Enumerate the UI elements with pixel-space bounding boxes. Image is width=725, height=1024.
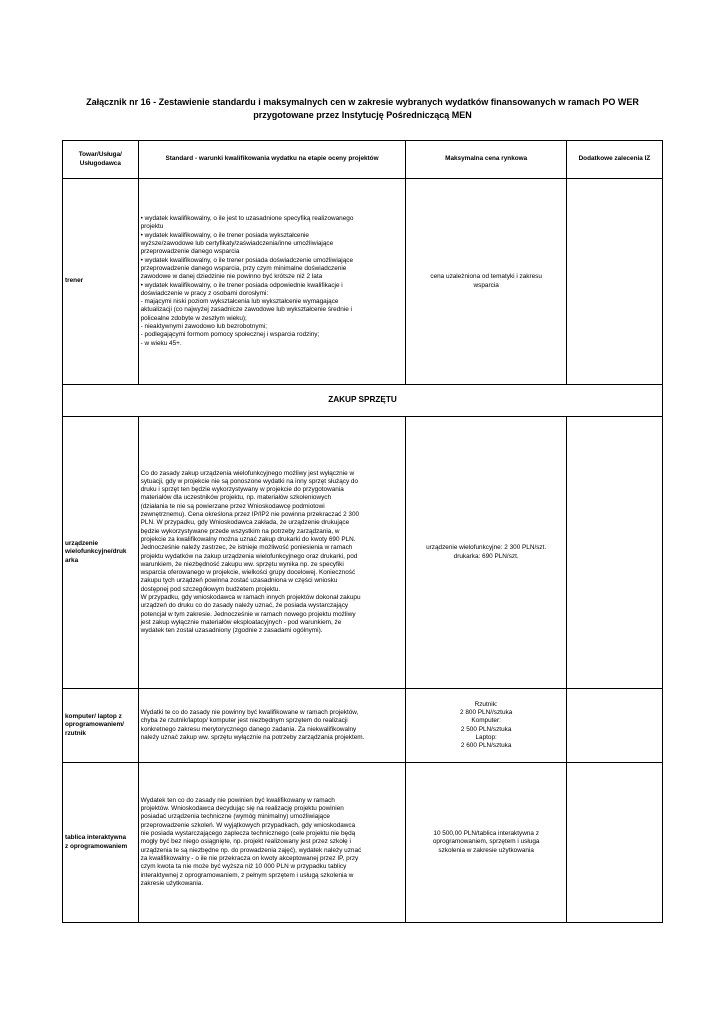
text-line: konkretnego zakresu merytorycznego danego zadania. Za niekwalifikowalny: [140, 725, 357, 733]
text-line: • wydatek kwalifikowalny, o ile jest to uzasadnione specyfiką realizowanego: [140, 215, 354, 223]
text-line: potencjał w tym zakresie. Jednocześnie w ramach nowego projektu możliwy: [140, 610, 356, 618]
standard-cell: [138, 689, 406, 763]
text-line: trener: [65, 277, 84, 285]
section-title: ZAKUP SPRZĘTU: [63, 385, 663, 417]
header-item: Towar/Usługa/ Usługodawca: [63, 141, 139, 179]
text-line: 2 800 PLN//sztuka: [460, 708, 513, 716]
header-standard: Standard - warunki kwalifikowania wydatku na etapie oceny projektów: [138, 141, 406, 179]
text-line: Jednocześnie należy zastrzec, że istnieje możliwość poniesienia w ramach: [140, 544, 353, 552]
text-line: Rzutnik:: [474, 700, 498, 708]
text-line: zakresie użytkowania.: [140, 879, 204, 887]
text-line: doświadczenie w pracy z osobami dorosłymi:: [140, 289, 269, 297]
standard-cell: [138, 763, 406, 923]
text-line: (działania te nie są powierzane przez Wnioskodawcę podmiotowi: [140, 502, 325, 510]
table-header-row: [63, 141, 663, 179]
text-line: Co do zasady zakup urządzenia wielofunkcyjnego możliwy jest wyłącznie w: [140, 469, 355, 477]
section-row: [63, 385, 663, 417]
text-line: W przypadku, gdy wnioskodawca w ramach innych projektów dokonał zakupu: [140, 593, 361, 601]
text-line: chyba że rzutnik/laptop/ komputer jest niezbędnym sprzętem do realizacji: [140, 717, 348, 725]
standard-cell: [138, 179, 406, 385]
text-line: urządzenie: [65, 540, 99, 548]
text-line: wielofunkcyjne/druk: [65, 548, 127, 556]
text-line: przeprowadzenie danego wsparcia: [140, 248, 240, 256]
title-line-2: przygotowane przez Instytucję Pośredniczącą MEN: [253, 110, 472, 120]
text-line: zawodowe w danej dziedzinie nie powinno być krótsze niż 2 lata: [140, 273, 323, 281]
text-line: projektu: [140, 223, 164, 231]
item-cell: [63, 763, 139, 923]
text-line: posiadać urządzenia techniczne (wymóg minimalny) umożliwiające: [140, 813, 330, 821]
text-line: szkolenia w zakresie użytkowania: [438, 846, 534, 854]
notes-cell: [566, 179, 662, 385]
text-line: druku i sprzęt ten będzie wykorzystywany w projekcie do przygotowania: [140, 486, 344, 494]
text-line: należy uznać zakup ww. sprzętu wyłącznie na potrzeby zarządzania projektem.: [140, 733, 365, 741]
text-line: jest zakup wyłącznie materiałów eksploatacyjnych - pod warunkiem, że: [140, 618, 342, 626]
item-cell: [63, 417, 139, 689]
text-line: przeprowadzenie danego wsparcia, przy czym minimalne doświadczenie: [140, 264, 347, 272]
text-line: mogły być bez niego osiągnięte, np. projekt realizowany jest przez szkołę i: [140, 838, 351, 846]
standard-cell: [138, 417, 406, 689]
text-line: rzutnik: [65, 729, 86, 737]
text-line: - mającymi niski poziom wykształcenia lub wykształcenie wymagające: [140, 298, 339, 306]
text-line: przeprowadzenie szkoleń. W wyjątkowych przypadkach, gdy wnioskodawca: [140, 821, 356, 829]
text-line: nie posiada wystarczającego zaplecza technicznego (cele projektu nie będą: [140, 830, 356, 838]
table-row-trainer: [63, 179, 663, 385]
text-line: arka: [65, 556, 79, 564]
text-line: 10 500,00 PLN/tablica interaktywna z: [433, 830, 539, 838]
notes-cell: [566, 763, 662, 923]
text-line: Wydatek ten co do zasady nie powinien być kwalifikowany w ramach: [140, 796, 335, 804]
text-line: urządzeń do druku co do zasady należy uznać, że posiada wystarczający: [140, 602, 349, 610]
text-line: projekcie za kwalifikowalny można uznać zakup drukarki do kwoty 690 PLN.: [140, 535, 356, 543]
price-cell: [406, 179, 566, 385]
text-line: zakupu tych urządzeń powinna zostać uzasadniona w części wniosku: [140, 577, 338, 585]
header-notes: Dodatkowe zalecenia IZ: [566, 141, 662, 179]
text-line: urządzenia te są niezbędne np. do prowadzenia zajęć), wydatek należy uznać: [140, 846, 362, 854]
text-line: - nieaktywnymi zawodowo lub bezrobotnymi;: [140, 322, 268, 330]
price-cell: [406, 763, 566, 923]
table-row-printer: [63, 417, 663, 689]
text-line: Komputer:: [471, 717, 501, 725]
text-line: oprogramowaniem, sprzętem i usługa: [432, 838, 540, 846]
table-row-computer: [63, 689, 663, 763]
document-title: [60, 96, 665, 122]
text-line: za kwalifikowalny - o ile nie przekracza on kwoty akceptowanej przez IP, przy: [140, 854, 359, 862]
text-line: PLN. W przypadku, gdy Wnioskodawca zakłada, że urządzenie drukujące: [140, 519, 350, 527]
header-max-price: Maksymalna cena rynkowa: [406, 141, 566, 179]
text-line: będzie wykorzystywane przede wszystkim na potrzeby zarządzania, w: [140, 527, 340, 535]
text-line: • wydatek kwalifikowalny, o ile trener posiada odpowiednie kwalifikacje i: [140, 281, 343, 289]
text-line: wsparcia: [473, 281, 499, 289]
text-line: • wydatek kwalifikowalny, o ile trener posiada doświadczenie umożliwiające: [140, 256, 354, 264]
title-line-1: Załącznik nr 16 - Zestawienie standardu i maksymalnych cen w zakresie wybranych wydatków finansowanych w ramach PO WER: [86, 97, 639, 107]
text-line: urządzenie wielofunkcyjne: 2 300 PLN/szt.: [426, 544, 547, 552]
text-line: Wydatki te co do zasady nie powinny być kwalifikowane w ramach projektów,: [140, 708, 359, 716]
item-cell: [63, 689, 139, 763]
text-line: czym kwota ta nie może być wyższa niż 10 000 PLN w przypadku tablicy: [140, 863, 347, 871]
item-cell: [63, 179, 139, 385]
text-line: interaktywnej z oprogramowaniem, z pełnym sprzętem i usługą szkolenia w: [140, 871, 354, 879]
price-cell: [406, 689, 566, 763]
notes-cell: [566, 689, 662, 763]
text-line: policealne zdobyte w zeszłym wieku);: [140, 314, 247, 322]
text-line: wydatek ten został uzasadniony (zgodnie z zasadami ogólnymi).: [140, 627, 323, 635]
text-line: materiałów dla uczestników projektu, np. materiałów szkoleniowych: [140, 494, 332, 502]
text-line: komputer/ laptop z: [65, 713, 122, 721]
cost-standards-table: [62, 140, 663, 923]
notes-cell: [566, 417, 662, 689]
text-line: 2 500 PLN/sztuka: [460, 725, 512, 733]
text-line: wyższe/zawodowe lub certyfikaty/zaświadczenia/inne umożliwiające: [140, 240, 334, 248]
text-line: wsparcia oferowanego w projekcie, wielkości grupy docelowej. Konieczność: [140, 569, 356, 577]
text-line: tablica interaktywna: [65, 834, 127, 842]
text-line: • wydatek kwalifikowalny, o ile trener posiada wykształcenie: [140, 231, 309, 239]
table-row-interactive-board: [63, 763, 663, 923]
text-line: sytuacji, gdy w projekcie nie są ponoszone wydatki na inny sprzęt służący do: [140, 477, 359, 485]
text-line: z oprogramowaniem: [65, 842, 128, 850]
text-line: projektu wydatków na zakup urządzenia wielofunkcyjnego oraz drukarki, pod: [140, 552, 358, 560]
text-line: 2 600 PLN/sztuka: [460, 742, 512, 750]
text-line: projektów. Wnioskodawca decydując się na realizację projektu powinien: [140, 805, 344, 813]
text-line: zewnętrznemu). Cena określona przez IP/IP2 nie powinna przekraczać 2 300: [140, 511, 360, 519]
text-line: - podlegającymi formom pomocy społecznej i wsparcia rodziny;: [140, 331, 320, 339]
text-line: dostępnej pod szczegółowym budżetem projektu.: [140, 585, 281, 593]
text-line: cena uzależniona od tematyki i zakresu: [430, 273, 542, 281]
text-line: - w wieku 45+.: [140, 339, 182, 347]
text-line: oprogramowaniem/: [65, 721, 124, 729]
text-line: drukarka: 690 PLN/szt.: [453, 552, 519, 560]
text-line: Laptop:: [475, 733, 497, 741]
price-cell: [406, 417, 566, 689]
text-line: warunkiem, że niezbędność zakupu ww. sprzętu wynika np. ze specyfiki: [140, 560, 344, 568]
text-line: aktualizacji (co najwyżej zasadnicze zawodowe lub wykształcenie średnie i: [140, 306, 352, 314]
